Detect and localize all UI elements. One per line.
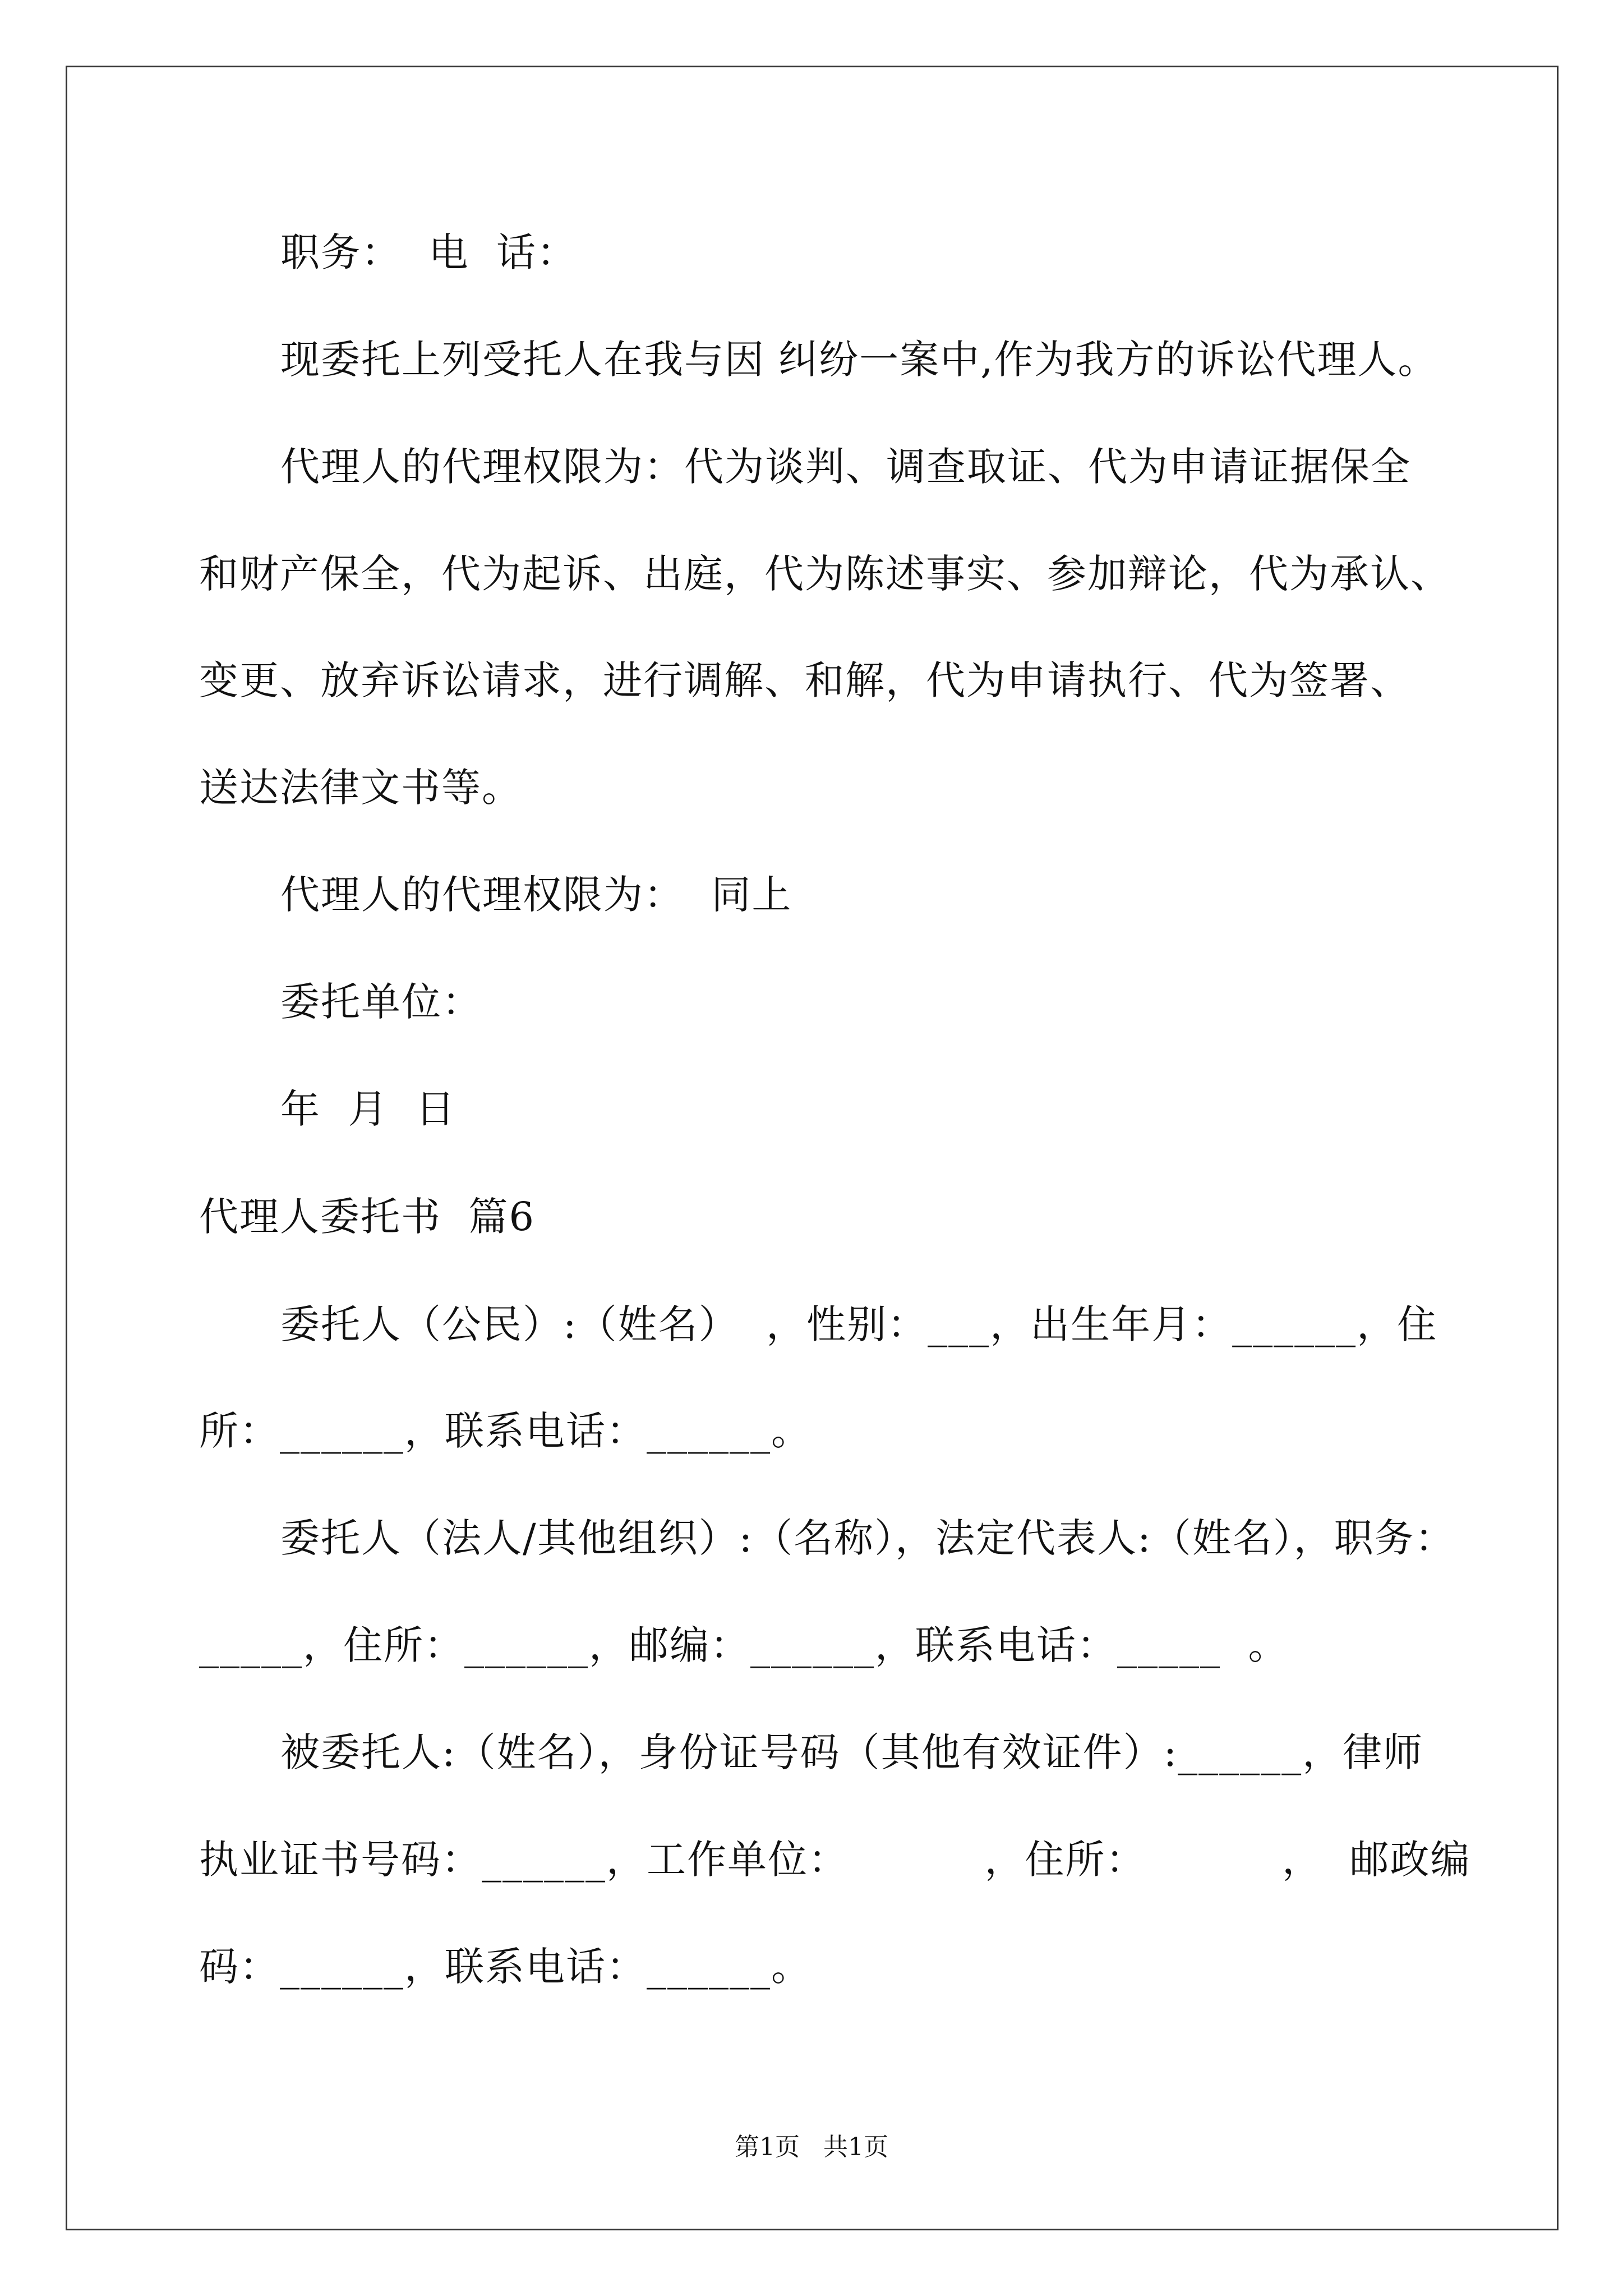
text-line-agent-3: 码：______，联系电话：______。: [199, 1944, 811, 1990]
page-number-footer: 第1页 共1页: [735, 2133, 888, 2161]
text-line-authority-same: 代理人的代理权限为： 同上: [280, 872, 792, 918]
text-line-entrusting-unit: 委托单位：: [280, 979, 482, 1025]
text-line-authority-2: 和财产保全，代为起诉、出庭，代为陈述事实、参加辩论，代为承认、: [199, 551, 1451, 597]
text-line-authority-1: 代理人的代理权限为：代为谈判、调查取证、代为申请证据保全: [280, 444, 1411, 490]
text-line-client-legal-1: 委托人（法人/其他组织）:（名称），法定代表人:（姓名），职务：: [280, 1515, 1455, 1561]
text-line-authority-4: 送达法律文书等。: [199, 765, 522, 811]
text-line-client-citizen-1: 委托人（公民）:（姓名） ，性别：___，出生年月：______，住: [280, 1301, 1438, 1347]
text-line-agent-2: 执业证书号码：______，工作单位： ，住所： ， 邮政编: [199, 1837, 1471, 1883]
text-line-agent-1: 被委托人:（姓名），身份证号码（其他有效证件）:______，律师: [280, 1729, 1424, 1775]
text-line-authority-3: 变更、放弃诉讼请求，进行调解、和解，代为申请执行、代为签署、: [199, 657, 1410, 703]
text-line-entrust-statement: 现委托上列受托人在我与因 纠纷一案中,作为我方的诉讼代理人。: [280, 337, 1438, 383]
text-line-date: 年 月 日: [280, 1086, 457, 1132]
section-heading: 代理人委托书 篇6: [199, 1194, 536, 1240]
text-line-position-phone: 职务： 电 话：: [280, 229, 578, 275]
text-line-client-legal-2: _____，住所：______，邮编：______，联系电话：_____ 。: [199, 1622, 1289, 1668]
page-border: [66, 66, 1559, 2230]
text-line-client-citizen-2: 所：______，联系电话：______。: [199, 1408, 811, 1454]
